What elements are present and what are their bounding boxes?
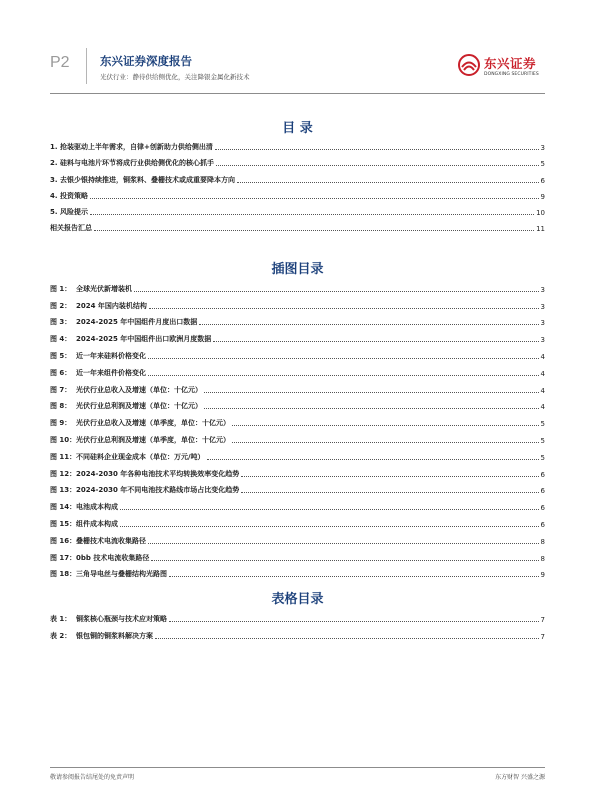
figure-entry-number: 图 13： [50, 486, 77, 495]
footer-disclaimer: 敬请参阅报告结尾处的免责声明 [50, 774, 135, 781]
figure-entry[interactable] [50, 495, 545, 512]
dot-leader [148, 375, 539, 376]
figure-entry-label: 2024-2030 年各种电池技术平均转换效率变化趋势 [76, 469, 240, 478]
dot-leader [148, 358, 539, 359]
logo-text-cn: 东兴证券 [484, 56, 537, 71]
toc-entry-label: 2. 硅料与电池片环节将成行业供给侧优化的核心抓手 [50, 159, 214, 168]
figure-entry[interactable] [50, 462, 545, 479]
figure-entry-label: 近一年来硅料价格变化 [76, 351, 146, 360]
figure-entry-page: 6 [540, 470, 545, 479]
table-entry-label: 铜浆核心瓶颈与技术应对策略 [76, 614, 167, 623]
report-subtitle: 光伏行业：静待供给侧优化，关注降银金属化新技术 [100, 73, 250, 81]
figure-entry-text [50, 351, 148, 361]
figure-entry-text [50, 435, 232, 445]
figure-entry-number: 图 1： [50, 284, 72, 293]
figure-entry[interactable] [50, 512, 545, 529]
figure-entry[interactable] [50, 327, 545, 344]
toc-entry[interactable] [50, 217, 545, 233]
dot-leader [215, 149, 539, 150]
dot-leader [216, 165, 539, 166]
figure-entry-text [50, 334, 213, 344]
figure-entry-page: 3 [540, 319, 545, 328]
logo-mark-icon [458, 54, 480, 76]
figure-entry-number: 图 8： [50, 402, 72, 411]
figure-entry-page: 4 [540, 352, 545, 361]
figure-entry-number: 图 6： [50, 368, 72, 377]
toc-entry-text [50, 223, 94, 233]
table-entry-text [50, 614, 169, 624]
dot-leader [155, 638, 539, 639]
toc-entry-page: 3 [540, 144, 545, 153]
figure-entry-label: 不同硅料企业现金成本（单位：万元/吨） [76, 452, 205, 461]
toc-entry-page: 11 [536, 225, 545, 234]
toc-entry-text [50, 158, 216, 168]
toc-list [50, 136, 545, 233]
table-entry-number: 表 1： [50, 614, 72, 623]
figure-entry-number: 图 11： [50, 452, 77, 461]
figure-entry[interactable] [50, 563, 545, 580]
figure-entry-page: 4 [540, 369, 545, 378]
figure-entry-label: 光伏行业总收入及增速（单季度，单位：十亿元） [76, 419, 230, 428]
figure-entry[interactable] [50, 344, 545, 361]
figure-entry-label: 光伏行业总利润及增速（单季度，单位：十亿元） [76, 435, 230, 444]
toc-entry[interactable] [50, 201, 545, 217]
figure-entry[interactable] [50, 546, 545, 563]
figure-entry-label: 0bb 技术电流收集路径 [76, 553, 150, 562]
figure-entry-number: 图 2： [50, 301, 72, 310]
figure-entry-text [50, 553, 151, 563]
figure-entry-number: 图 15： [50, 519, 77, 528]
figure-entry-text [50, 385, 204, 395]
dot-leader [134, 291, 539, 292]
dot-leader [204, 392, 539, 393]
figure-entry-label: 近一年来组件价格变化 [76, 368, 146, 377]
tables-list [50, 607, 545, 641]
figure-entry-page: 8 [540, 537, 545, 546]
toc-entry-text [50, 191, 90, 201]
dot-leader [241, 492, 538, 493]
figure-entry-page: 4 [540, 386, 545, 395]
figure-entry-page: 9 [540, 571, 545, 580]
dot-leader [237, 182, 539, 183]
figure-entry-text [50, 469, 241, 479]
toc-entry-label: 4. 投资策略 [50, 191, 88, 200]
toc-entry-text [50, 175, 237, 185]
figure-entry-page: 3 [540, 285, 545, 294]
figure-entry-label: 电池成本构成 [76, 503, 118, 512]
figure-entry-text [50, 536, 148, 546]
logo-text-en: DONGXING SECURITIES [484, 72, 539, 77]
dot-leader [90, 214, 534, 215]
figure-entry-text [50, 569, 169, 579]
page-number: P2 [50, 54, 70, 71]
toc-entry-label: 5. 风险提示 [50, 207, 88, 216]
figure-entry-number: 图 10： [50, 435, 77, 444]
figure-entry-page: 3 [540, 336, 545, 345]
figure-entry-label: 组件成本构成 [76, 519, 118, 528]
figure-entry[interactable] [50, 411, 545, 428]
toc-entry-label: 1. 抢装驱动上半年需求，自律+创新助力供给侧出清 [50, 143, 213, 152]
toc-entry[interactable] [50, 168, 545, 184]
figure-entry[interactable] [50, 395, 545, 412]
figure-entry-number: 图 12： [50, 469, 77, 478]
table-entry[interactable] [50, 624, 545, 641]
figure-entry[interactable] [50, 311, 545, 328]
figure-entry-label: 三角导电丝与叠栅结构光路图 [76, 570, 167, 579]
dot-leader [232, 425, 539, 426]
figure-entry[interactable] [50, 378, 545, 395]
page-header [0, 0, 595, 90]
figure-entry-number: 图 5： [50, 351, 72, 360]
figure-entry-number: 图 7： [50, 385, 72, 394]
figure-entry-number: 图 9： [50, 419, 72, 428]
figure-entry-text [50, 401, 204, 411]
dot-leader [120, 509, 539, 510]
figure-entry-text [50, 301, 149, 311]
figure-entry[interactable] [50, 479, 545, 496]
dot-leader [149, 308, 539, 309]
figure-entry-text [50, 452, 207, 462]
toc-entry[interactable] [50, 185, 545, 201]
figure-entry-label: 光伏行业总收入及增速（单位：十亿元） [76, 385, 202, 394]
figure-entry-text [50, 317, 199, 327]
header-rule [50, 93, 545, 94]
figures-list [50, 277, 545, 579]
toc-entry[interactable] [50, 136, 545, 152]
figure-entry-page: 6 [540, 520, 545, 529]
toc-entry[interactable] [50, 152, 545, 168]
dot-leader [213, 341, 538, 342]
table-entry-text [50, 631, 155, 641]
table-entry-number: 表 2： [50, 631, 72, 640]
dot-leader [120, 526, 539, 527]
figure-entry-page: 6 [540, 487, 545, 496]
figure-entry-number: 图 17： [50, 553, 77, 562]
figure-entry-label: 全球光伏新增装机 [76, 284, 132, 293]
dot-leader [207, 459, 539, 460]
figure-entry-label: 2024 年国内装机结构 [76, 301, 147, 310]
figure-entry-page: 3 [540, 302, 545, 311]
figure-entry-number: 图 14： [50, 503, 77, 512]
dot-leader [199, 324, 538, 325]
figure-entry[interactable] [50, 294, 545, 311]
dot-leader [148, 543, 539, 544]
toc-entry-page: 10 [536, 208, 545, 217]
toc-entry-text [50, 142, 215, 152]
table-entry-page: 7 [540, 615, 545, 624]
dot-leader [94, 230, 534, 231]
figure-entry-label: 2024-2025 年中国组件月度出口数据 [76, 318, 198, 327]
figure-entry-label: 2024-2030 年不同电池技术路线市场占比变化趋势 [76, 486, 240, 495]
figure-entry-page: 8 [540, 554, 545, 563]
figure-entry-text [50, 284, 134, 294]
figure-entry-page: 5 [540, 420, 545, 429]
tables-title: 表格目录 [271, 592, 324, 607]
toc-entry-page: 6 [540, 176, 545, 185]
figure-entry[interactable] [50, 428, 545, 445]
table-entry-page: 7 [540, 632, 545, 641]
toc-entry-page: 9 [540, 192, 545, 201]
dot-leader [241, 476, 538, 477]
figure-entry-page: 5 [540, 436, 545, 445]
company-logo [458, 50, 548, 86]
table-entry-label: 银包铜的铜浆料解决方案 [76, 631, 153, 640]
figure-entry-label: 2024-2025 年中国组件出口欧洲月度数据 [76, 335, 212, 344]
toc-entry-text [50, 207, 90, 217]
figure-entry-number: 图 16： [50, 536, 77, 545]
header-divider [86, 48, 87, 84]
figure-entry-text [50, 485, 241, 495]
dot-leader [232, 442, 539, 443]
figure-entry-text [50, 519, 120, 529]
figure-entry[interactable] [50, 529, 545, 546]
dot-leader [90, 198, 539, 199]
figure-entry-text [50, 418, 232, 428]
footer-slogan: 东方财智 兴盛之源 [495, 774, 545, 781]
figure-entry-page: 5 [540, 453, 545, 462]
figure-entry-text [50, 368, 148, 378]
figure-entry[interactable] [50, 445, 545, 462]
dot-leader [151, 560, 538, 561]
figure-entry-page: 4 [540, 403, 545, 412]
figure-entry[interactable] [50, 361, 545, 378]
dot-leader [204, 408, 539, 409]
figure-entry-text [50, 502, 120, 512]
figure-entry-page: 6 [540, 504, 545, 513]
figure-entry-number: 图 18： [50, 570, 77, 579]
toc-entry-label: 3. 去银少银持续推进，铜浆料、叠栅技术或成重要降本方向 [50, 175, 235, 184]
table-entry[interactable] [50, 607, 545, 624]
figure-entry-number: 图 4： [50, 335, 72, 344]
toc-title: 目 录 [282, 121, 313, 136]
figure-entry-label: 叠栅技术电流收集路径 [76, 536, 146, 545]
toc-entry-page: 5 [540, 160, 545, 169]
figures-title: 插图目录 [271, 262, 324, 277]
figure-entry-number: 图 3： [50, 318, 72, 327]
report-title: 东兴证券深度报告 [100, 54, 192, 68]
figure-entry-label: 光伏行业总利润及增速（单位：十亿元） [76, 402, 202, 411]
figure-entry[interactable] [50, 277, 545, 294]
toc-entry-label: 相关报告汇总 [50, 224, 92, 233]
footer-rule [50, 767, 545, 768]
dot-leader [169, 576, 539, 577]
dot-leader [169, 621, 539, 622]
